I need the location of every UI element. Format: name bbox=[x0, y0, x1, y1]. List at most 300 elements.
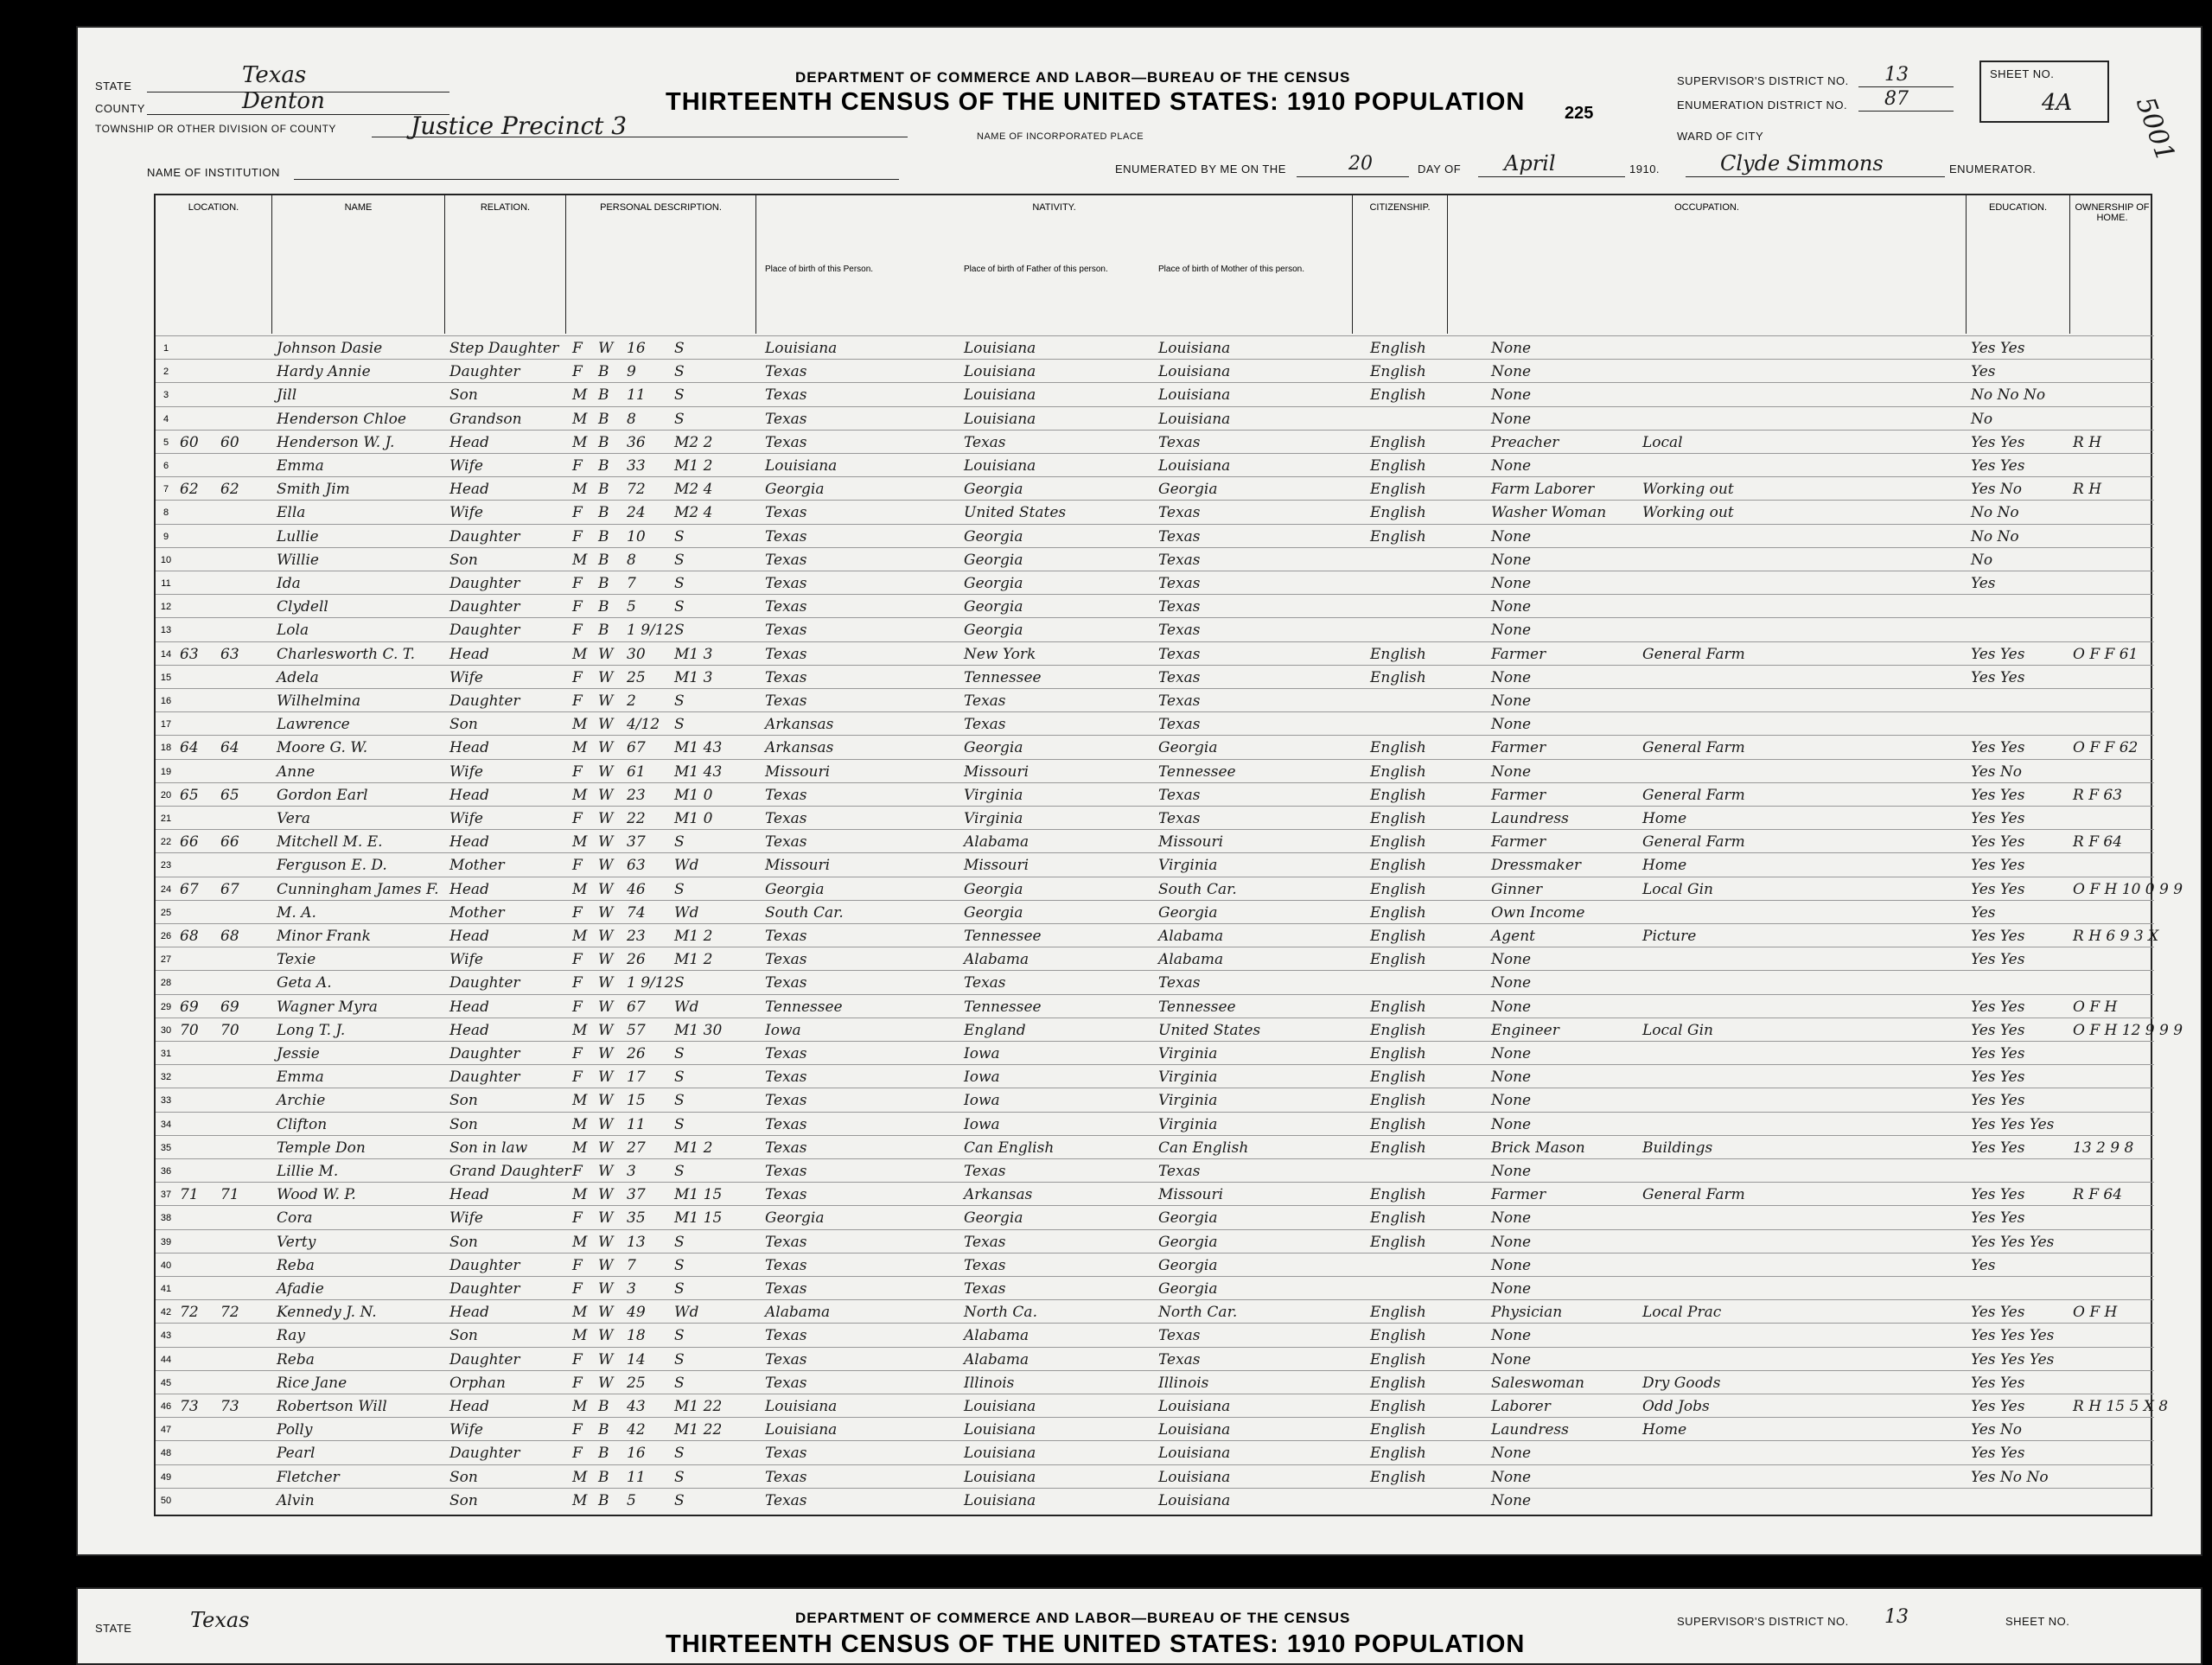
home-ownership bbox=[2073, 666, 2154, 689]
marital-status: S bbox=[674, 598, 685, 616]
home-ownership bbox=[2073, 1441, 2154, 1464]
table-row bbox=[156, 1464, 2154, 1488]
relation: Head bbox=[449, 481, 489, 499]
marital-status: S bbox=[674, 1445, 685, 1463]
age: 17 bbox=[627, 1069, 646, 1087]
family-number bbox=[220, 595, 268, 618]
education: Yes Yes Yes bbox=[1971, 1350, 2055, 1368]
sex: F bbox=[572, 810, 583, 827]
sex: F bbox=[572, 998, 583, 1016]
race: B bbox=[598, 622, 609, 640]
age: 27 bbox=[627, 1139, 646, 1157]
line-number: 41 bbox=[160, 1284, 172, 1294]
person-name: Pearl bbox=[277, 1445, 316, 1463]
mother-birthplace: Louisiana bbox=[1158, 457, 1231, 475]
birthplace: Texas bbox=[765, 928, 807, 945]
industry bbox=[1642, 1465, 1781, 1489]
race: W bbox=[598, 739, 614, 757]
family-number bbox=[220, 971, 268, 994]
person-name: M. A. bbox=[277, 903, 316, 922]
person-name: Lawrence bbox=[277, 716, 350, 734]
relation: Head bbox=[449, 833, 489, 852]
line-number: 8 bbox=[163, 507, 169, 519]
language: English bbox=[1370, 645, 1426, 663]
person-name: Rice Jane bbox=[277, 1374, 347, 1392]
sex: M bbox=[572, 551, 588, 569]
race: W bbox=[598, 1209, 614, 1228]
sex: F bbox=[572, 622, 583, 640]
line-number: 24 bbox=[160, 884, 172, 895]
age: 3 bbox=[627, 1163, 636, 1180]
relation: Wife bbox=[449, 951, 483, 969]
sex: M bbox=[572, 928, 588, 945]
mother-birthplace: Virginia bbox=[1158, 1045, 1218, 1062]
language: English bbox=[1370, 1398, 1426, 1415]
trade: None bbox=[1491, 1069, 1532, 1087]
table-row bbox=[156, 571, 2154, 594]
mother-birthplace: Virginia bbox=[1158, 1115, 1218, 1133]
person-name: Mitchell M. E. bbox=[277, 833, 383, 852]
birthplace: Texas bbox=[765, 410, 807, 428]
family-number: 70 bbox=[220, 1021, 239, 1039]
home-ownership bbox=[2073, 760, 2154, 783]
relation: Son bbox=[449, 1468, 478, 1486]
table-row bbox=[156, 617, 2154, 641]
census-title: THIRTEENTH CENSUS OF THE UNITED STATES: 1910 POPULATION bbox=[666, 88, 1526, 116]
father-birthplace: Louisiana bbox=[964, 1468, 1036, 1486]
home-ownership bbox=[2073, 548, 2154, 571]
line-number: 7 bbox=[163, 484, 169, 495]
industry bbox=[1642, 1065, 1781, 1088]
table-row bbox=[156, 1041, 2154, 1064]
nativity-sub-father: Place of birth of Father of this person. bbox=[964, 265, 1108, 274]
education bbox=[1971, 618, 2070, 641]
trade: None bbox=[1491, 340, 1532, 357]
home-ownership bbox=[2073, 360, 2154, 383]
relation: Son bbox=[449, 1327, 478, 1345]
education: Yes No bbox=[1971, 1421, 2023, 1439]
table-row bbox=[156, 688, 2154, 711]
col-ownership: OWNERSHIP OF HOME. bbox=[2075, 202, 2150, 223]
relation: Daughter bbox=[449, 598, 520, 616]
age: 5 bbox=[627, 598, 636, 616]
race: B bbox=[598, 1491, 609, 1509]
race: W bbox=[598, 340, 614, 357]
race: B bbox=[598, 1468, 609, 1486]
father-birthplace: Louisiana bbox=[964, 1398, 1036, 1415]
language: English bbox=[1370, 1445, 1426, 1463]
birthplace: Texas bbox=[765, 1163, 807, 1180]
language: English bbox=[1370, 457, 1426, 475]
department-heading: DEPARTMENT OF COMMERCE AND LABOR—BUREAU OF THE CENSUS bbox=[795, 69, 1351, 86]
table-row bbox=[156, 1276, 2154, 1299]
sex: M bbox=[572, 1327, 588, 1345]
education: Yes Yes bbox=[1971, 880, 2025, 898]
age: 5 bbox=[627, 1491, 636, 1509]
father-birthplace: Texas bbox=[964, 1233, 1006, 1251]
birthplace: Texas bbox=[765, 1445, 807, 1463]
race: W bbox=[598, 1163, 614, 1180]
next-department-heading: DEPARTMENT OF COMMERCE AND LABOR—BUREAU OF THE CENSUS bbox=[795, 1610, 1351, 1626]
family-number bbox=[220, 1254, 268, 1277]
home-ownership bbox=[2073, 618, 2154, 641]
industry bbox=[1642, 1489, 1781, 1512]
education: Yes bbox=[1971, 575, 1996, 592]
relation: Son bbox=[449, 716, 478, 734]
mother-birthplace: United States bbox=[1158, 1021, 1261, 1039]
marital-status: M1 2 bbox=[674, 1139, 713, 1157]
next-state-label: STATE bbox=[95, 1622, 132, 1635]
mother-birthplace: Missouri bbox=[1158, 833, 1224, 852]
mother-birthplace: Illinois bbox=[1158, 1374, 1209, 1392]
education: Yes Yes bbox=[1971, 668, 2025, 686]
industry bbox=[1642, 1441, 1781, 1464]
industry bbox=[1642, 1159, 1781, 1183]
language bbox=[1370, 1254, 1487, 1277]
education: No No bbox=[1971, 504, 2019, 522]
age: 24 bbox=[627, 504, 646, 522]
dwelling-number bbox=[180, 1113, 219, 1136]
home-ownership bbox=[2073, 971, 2154, 994]
mother-birthplace: Georgia bbox=[1158, 903, 1218, 922]
birthplace: Texas bbox=[765, 433, 807, 451]
trade: Dressmaker bbox=[1491, 857, 1582, 875]
age: 43 bbox=[627, 1398, 646, 1415]
language: English bbox=[1370, 1421, 1426, 1439]
education: Yes Yes bbox=[1971, 739, 2025, 757]
line-number: 28 bbox=[160, 978, 172, 989]
trade: Laundress bbox=[1491, 1421, 1569, 1439]
birthplace: South Car. bbox=[765, 903, 844, 922]
birthplace: Texas bbox=[765, 1468, 807, 1486]
dwelling-number bbox=[180, 383, 219, 406]
line-number: 9 bbox=[163, 531, 169, 542]
dwelling-number bbox=[180, 947, 219, 971]
marital-status: S bbox=[674, 363, 685, 381]
table-row bbox=[156, 1370, 2154, 1394]
line-number: 10 bbox=[160, 554, 172, 565]
dwelling-number bbox=[180, 1206, 219, 1229]
marital-status: S bbox=[674, 1280, 685, 1298]
sex: M bbox=[572, 739, 588, 757]
mother-birthplace: Louisiana bbox=[1158, 1491, 1231, 1509]
home-ownership: O F H bbox=[2073, 1304, 2118, 1322]
trade: Farmer bbox=[1491, 833, 1546, 852]
line-number: 46 bbox=[160, 1401, 172, 1412]
race: W bbox=[598, 833, 614, 852]
race: B bbox=[598, 481, 609, 499]
industry: Working out bbox=[1642, 481, 1734, 499]
line-number: 39 bbox=[160, 1236, 172, 1247]
trade: None bbox=[1491, 1209, 1532, 1228]
person-name: Charlesworth C. T. bbox=[277, 645, 415, 663]
marital-status: M1 0 bbox=[674, 786, 713, 804]
sex: F bbox=[572, 1209, 583, 1228]
birthplace: Missouri bbox=[765, 762, 831, 781]
father-birthplace: Iowa bbox=[964, 1045, 1000, 1062]
industry bbox=[1642, 760, 1781, 783]
table-row bbox=[156, 1064, 2154, 1088]
industry bbox=[1642, 360, 1781, 383]
education: Yes Yes bbox=[1971, 1186, 2025, 1204]
home-ownership: O F F 61 bbox=[2073, 645, 2139, 663]
table-row bbox=[156, 453, 2154, 476]
marital-status: Wd bbox=[674, 903, 699, 922]
sex: F bbox=[572, 504, 583, 522]
dwelling-number bbox=[180, 901, 219, 924]
line-number: 45 bbox=[160, 1377, 172, 1388]
father-birthplace: Texas bbox=[964, 1280, 1006, 1298]
relation: Daughter bbox=[449, 1445, 520, 1463]
trade: None bbox=[1491, 1045, 1532, 1062]
table-row bbox=[156, 1182, 2154, 1205]
language: English bbox=[1370, 833, 1426, 852]
relation: Grandson bbox=[449, 410, 522, 428]
sex: M bbox=[572, 1115, 588, 1133]
sex: M bbox=[572, 716, 588, 734]
county-value: Denton bbox=[242, 88, 325, 114]
person-name: Ida bbox=[277, 575, 301, 592]
education: Yes Yes bbox=[1971, 1139, 2025, 1157]
race: B bbox=[598, 457, 609, 475]
industry: Home bbox=[1642, 1421, 1687, 1439]
dwelling-number bbox=[180, 1065, 219, 1088]
relation: Daughter bbox=[449, 575, 520, 592]
person-name: Cunningham James F. bbox=[277, 880, 439, 898]
language: English bbox=[1370, 1069, 1426, 1087]
sex: F bbox=[572, 363, 583, 381]
home-ownership bbox=[2073, 1230, 2154, 1254]
age: 25 bbox=[627, 668, 646, 686]
sex: M bbox=[572, 786, 588, 804]
language: English bbox=[1370, 668, 1426, 686]
father-birthplace: Texas bbox=[964, 974, 1006, 992]
family-number: 64 bbox=[220, 739, 239, 757]
education: Yes Yes bbox=[1971, 1069, 2025, 1087]
table-row bbox=[156, 641, 2154, 665]
trade: Agent bbox=[1491, 928, 1535, 945]
mother-birthplace: Virginia bbox=[1158, 1069, 1218, 1087]
relation: Wife bbox=[449, 1421, 483, 1439]
home-ownership bbox=[2073, 407, 2154, 431]
home-ownership: R H 15 5 X 8 bbox=[2073, 1398, 2169, 1415]
person-name: Ray bbox=[277, 1327, 305, 1345]
line-number: 50 bbox=[160, 1495, 172, 1506]
sex: M bbox=[572, 1398, 588, 1415]
line-number: 5 bbox=[163, 437, 169, 448]
sex: M bbox=[572, 833, 588, 852]
education: No bbox=[1971, 551, 1993, 569]
trade: None bbox=[1491, 598, 1532, 616]
person-name: Lola bbox=[277, 622, 309, 640]
dwelling-number bbox=[180, 1348, 219, 1371]
sex: M bbox=[572, 1186, 588, 1204]
relation: Mother bbox=[449, 857, 505, 875]
industry: Buildings bbox=[1642, 1139, 1713, 1157]
marital-status: S bbox=[674, 692, 685, 710]
dwelling-number bbox=[180, 525, 219, 548]
father-birthplace: Arkansas bbox=[964, 1186, 1033, 1204]
family-number bbox=[220, 1418, 268, 1441]
industry bbox=[1642, 383, 1781, 406]
relation: Grand Daughter bbox=[449, 1163, 571, 1180]
birthplace: Georgia bbox=[765, 481, 825, 499]
table-row bbox=[156, 1440, 2154, 1464]
education: Yes Yes bbox=[1971, 340, 2025, 357]
language: English bbox=[1370, 1468, 1426, 1486]
relation: Daughter bbox=[449, 1280, 520, 1298]
home-ownership bbox=[2073, 595, 2154, 618]
family-number bbox=[220, 853, 268, 877]
trade: Farmer bbox=[1491, 739, 1546, 757]
industry: Local Gin bbox=[1642, 880, 1713, 898]
person-name: Hardy Annie bbox=[277, 363, 371, 381]
line-number: 15 bbox=[160, 672, 172, 683]
institution-label: NAME OF INSTITUTION bbox=[147, 166, 280, 179]
education: Yes Yes bbox=[1971, 833, 2025, 852]
race: W bbox=[598, 810, 614, 827]
person-name: Texie bbox=[277, 951, 316, 969]
dwelling-number bbox=[180, 1088, 219, 1112]
marital-status: Wd bbox=[674, 857, 699, 875]
table-row bbox=[156, 500, 2154, 523]
marital-status: S bbox=[674, 1163, 685, 1180]
age: 46 bbox=[627, 880, 646, 898]
day-value: 20 bbox=[1348, 153, 1373, 175]
family-number bbox=[220, 1065, 268, 1088]
dwelling-number bbox=[180, 666, 219, 689]
marital-status: S bbox=[674, 340, 685, 357]
race: W bbox=[598, 1069, 614, 1087]
home-ownership bbox=[2073, 1206, 2154, 1229]
language bbox=[1370, 548, 1487, 571]
table-row bbox=[156, 1112, 2154, 1135]
home-ownership bbox=[2073, 1371, 2154, 1394]
relation: Daughter bbox=[449, 363, 520, 381]
age: 11 bbox=[627, 1115, 646, 1133]
race: B bbox=[598, 598, 609, 616]
home-ownership: O F H bbox=[2073, 998, 2118, 1016]
education: Yes Yes Yes bbox=[1971, 1327, 2055, 1345]
table-row bbox=[156, 335, 2154, 359]
enumerated-label: ENUMERATED BY ME ON THE bbox=[1115, 163, 1286, 175]
marital-status: M2 4 bbox=[674, 504, 713, 522]
person-name: Robertson Will bbox=[277, 1398, 387, 1415]
dwelling-number bbox=[180, 760, 219, 783]
mother-birthplace: Texas bbox=[1158, 1327, 1201, 1345]
dwelling-number bbox=[180, 1230, 219, 1254]
mother-birthplace: Georgia bbox=[1158, 1209, 1218, 1228]
family-number bbox=[220, 383, 268, 406]
marital-status: M1 15 bbox=[674, 1209, 723, 1228]
marital-status: S bbox=[674, 551, 685, 569]
table-row bbox=[156, 1394, 2169, 1417]
age: 7 bbox=[627, 575, 636, 592]
dwelling-number: 63 bbox=[180, 645, 199, 663]
home-ownership: R F 64 bbox=[2073, 1186, 2123, 1204]
person-name: Verty bbox=[277, 1233, 316, 1251]
line-number: 12 bbox=[160, 602, 172, 613]
relation: Head bbox=[449, 433, 489, 451]
sex: F bbox=[572, 1421, 583, 1439]
table-row bbox=[156, 1323, 2154, 1346]
home-ownership bbox=[2073, 1159, 2154, 1183]
language: English bbox=[1370, 1045, 1426, 1062]
dwelling-number: 70 bbox=[180, 1021, 199, 1039]
age: 33 bbox=[627, 457, 646, 475]
mother-birthplace: Georgia bbox=[1158, 1280, 1218, 1298]
birthplace: Missouri bbox=[765, 857, 831, 875]
family-number: 60 bbox=[220, 433, 239, 451]
home-ownership: O F H 12 9 9 9 bbox=[2073, 1021, 2183, 1039]
education: Yes Yes bbox=[1971, 928, 2025, 945]
marital-status: M1 22 bbox=[674, 1421, 723, 1439]
person-name: Wilhelmina bbox=[277, 692, 361, 710]
industry bbox=[1642, 454, 1781, 477]
marital-status: S bbox=[674, 1256, 685, 1274]
mother-birthplace: Louisiana bbox=[1158, 410, 1231, 428]
language: English bbox=[1370, 433, 1426, 451]
father-birthplace: Louisiana bbox=[964, 410, 1036, 428]
language: English bbox=[1370, 786, 1426, 804]
birthplace: Georgia bbox=[765, 1209, 825, 1228]
relation: Son bbox=[449, 1115, 478, 1133]
col-nativity: NATIVITY. bbox=[756, 195, 1353, 334]
person-name: Long T. J. bbox=[277, 1021, 346, 1039]
home-ownership bbox=[2073, 1088, 2154, 1112]
dwelling-number bbox=[180, 1441, 219, 1464]
relation: Daughter bbox=[449, 692, 520, 710]
father-birthplace: Texas bbox=[964, 1256, 1006, 1274]
trade: None bbox=[1491, 622, 1532, 640]
father-birthplace: Missouri bbox=[964, 762, 1030, 781]
education: Yes Yes bbox=[1971, 1209, 2025, 1228]
person-name: Emma bbox=[277, 1069, 324, 1087]
table-row bbox=[156, 994, 2154, 1018]
education: Yes bbox=[1971, 363, 1996, 381]
industry bbox=[1642, 618, 1781, 641]
education: Yes bbox=[1971, 1256, 1996, 1274]
col-name: NAME bbox=[272, 195, 445, 334]
marital-status: M1 30 bbox=[674, 1021, 723, 1039]
industry: General Farm bbox=[1642, 739, 1745, 757]
age: 14 bbox=[627, 1350, 646, 1368]
line-number: 30 bbox=[160, 1024, 172, 1036]
father-birthplace: Georgia bbox=[964, 739, 1023, 757]
mother-birthplace: Texas bbox=[1158, 504, 1201, 522]
sex: M bbox=[572, 1092, 588, 1110]
race: W bbox=[598, 716, 614, 734]
sex: F bbox=[572, 1045, 583, 1062]
father-birthplace: Alabama bbox=[964, 1350, 1030, 1368]
family-number bbox=[220, 1042, 268, 1065]
father-birthplace: Illinois bbox=[964, 1374, 1015, 1392]
table-row bbox=[156, 852, 2154, 876]
age: 23 bbox=[627, 928, 646, 945]
table-row bbox=[156, 1299, 2154, 1323]
education: Yes Yes bbox=[1971, 1398, 2025, 1415]
mother-birthplace: Virginia bbox=[1158, 1092, 1218, 1110]
mother-birthplace: Texas bbox=[1158, 810, 1201, 827]
line-number: 18 bbox=[160, 743, 172, 754]
family-number bbox=[220, 712, 268, 736]
home-ownership bbox=[2073, 689, 2154, 712]
father-birthplace: Tennessee bbox=[964, 668, 1042, 686]
person-name: Polly bbox=[277, 1421, 313, 1439]
mother-birthplace: Texas bbox=[1158, 974, 1201, 992]
family-number bbox=[220, 1348, 268, 1371]
sex: M bbox=[572, 645, 588, 663]
